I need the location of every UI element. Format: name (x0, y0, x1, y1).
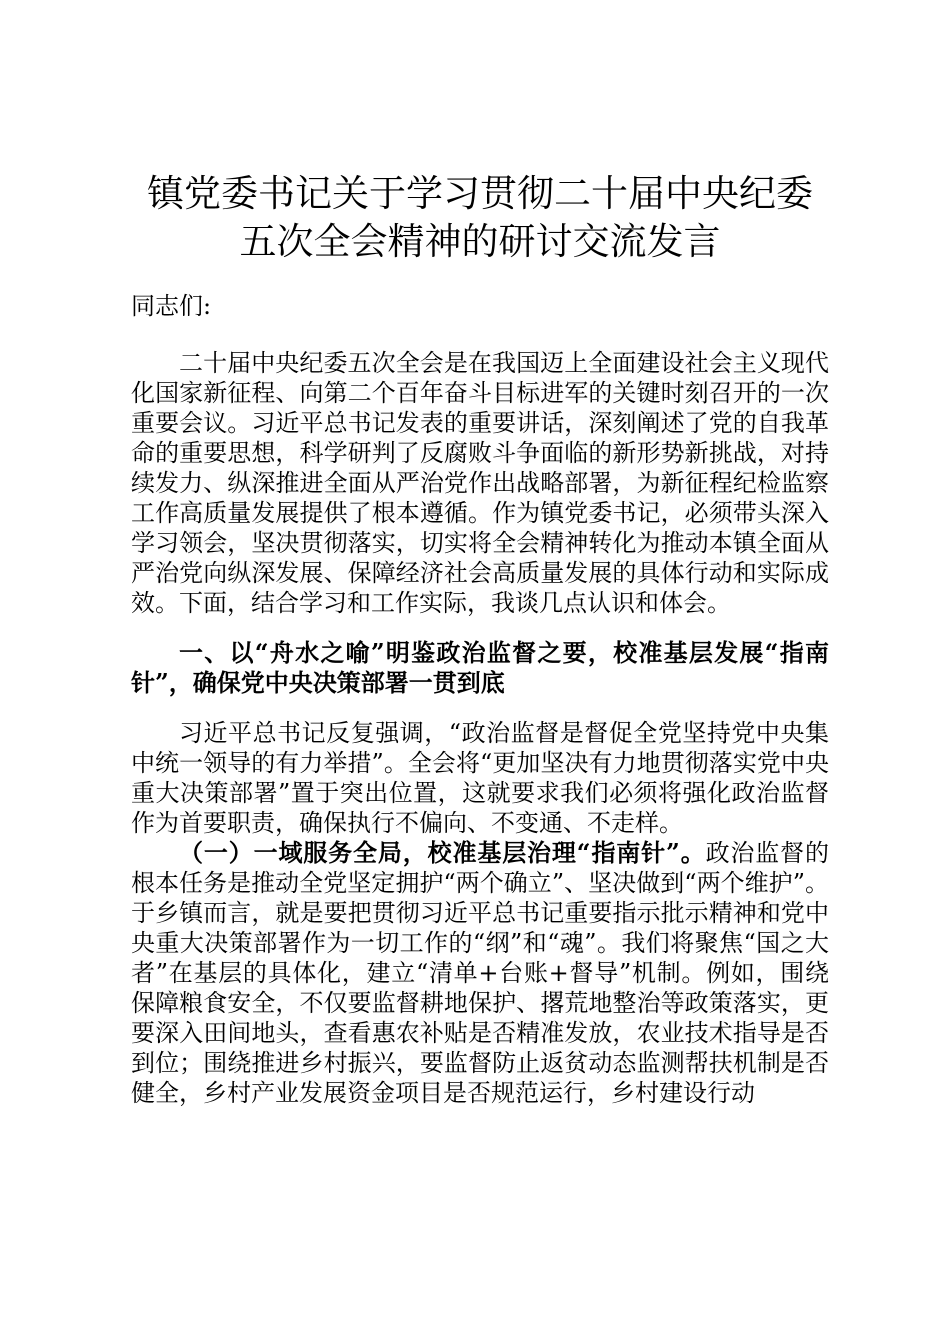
subsection-1-body: 政治监督的根本任务是推动全党坚定拥护“两个确立”、坚决做到“两个维护”。于乡镇而言，就是要把贯彻习近平总书记重要指示批示精神和党中央重大决策部署作为一切工作的“纲”和“魂”。我们将聚焦“国之大者”在基层的具体化，建立“清单+台账+督导”机制。例如，围绕保障粮食安全，不仅要监督耕地保护、撂荒地整治等政策落实，更要深入田间地头，查看惠农补贴是否精准发放，农业技术指导是否到位；围绕推进乡村振兴，要监督防止返贫动态监测帮扶机制是否健全，乡村产业发展资金项目是否规范运行，乡村建设行动 (131, 839, 830, 1107)
document-title: 镇党委书记关于学习贯彻二十届中央纪委五次全会精神的研讨交流发言 (147, 172, 813, 263)
subsection-1-paragraph (131, 838, 829, 1108)
section-1-paragraph: 习近平总书记反复强调，“政治监督是督促全党坚持党中央集中统一领导的有力举措”。全会将“更加坚决有力地贯彻落实党中央重大决策部署”置于突出位置，这就要求我们必须将强化政治监督作为首要职责，确保执行不偏向、不变通、不走样。 (131, 719, 829, 837)
section-1-heading: 一、以“舟水之喻”明鉴政治监督之要，校准基层发展“指南针”，确保党中央决策部署一贯到底 (131, 638, 829, 697)
document-body (131, 170, 829, 1108)
salutation: 同志们: (131, 292, 212, 320)
intro-paragraph: 二十届中央纪委五次全会是在我国迈上全面建设社会主义现代化国家新征程、向第二个百年奋斗目标进军的关键时刻召开的一次重要会议。习近平总书记发表的重要讲话，深刻阐述了党的自我革命的重要思想，科学研判了反腐败斗争面临的新形势新挑战，对持续发力、纵深推进全面从严治党作出战略部署，为新征程纪检监察工作高质量发展提供了根本遵循。作为镇党委书记，必须带头深入学习领会，坚决贯彻落实，切实将全会精神转化为推动本镇全面从严治党向纵深发展、保障经济社会高质量发展的具体行动和实际成效。下面，结合学习和工作实际，我谈几点认识和体会。 (131, 349, 829, 617)
subsection-1-lead: （一）一域服务全局，校准基层治理“指南针”。 (179, 838, 706, 867)
